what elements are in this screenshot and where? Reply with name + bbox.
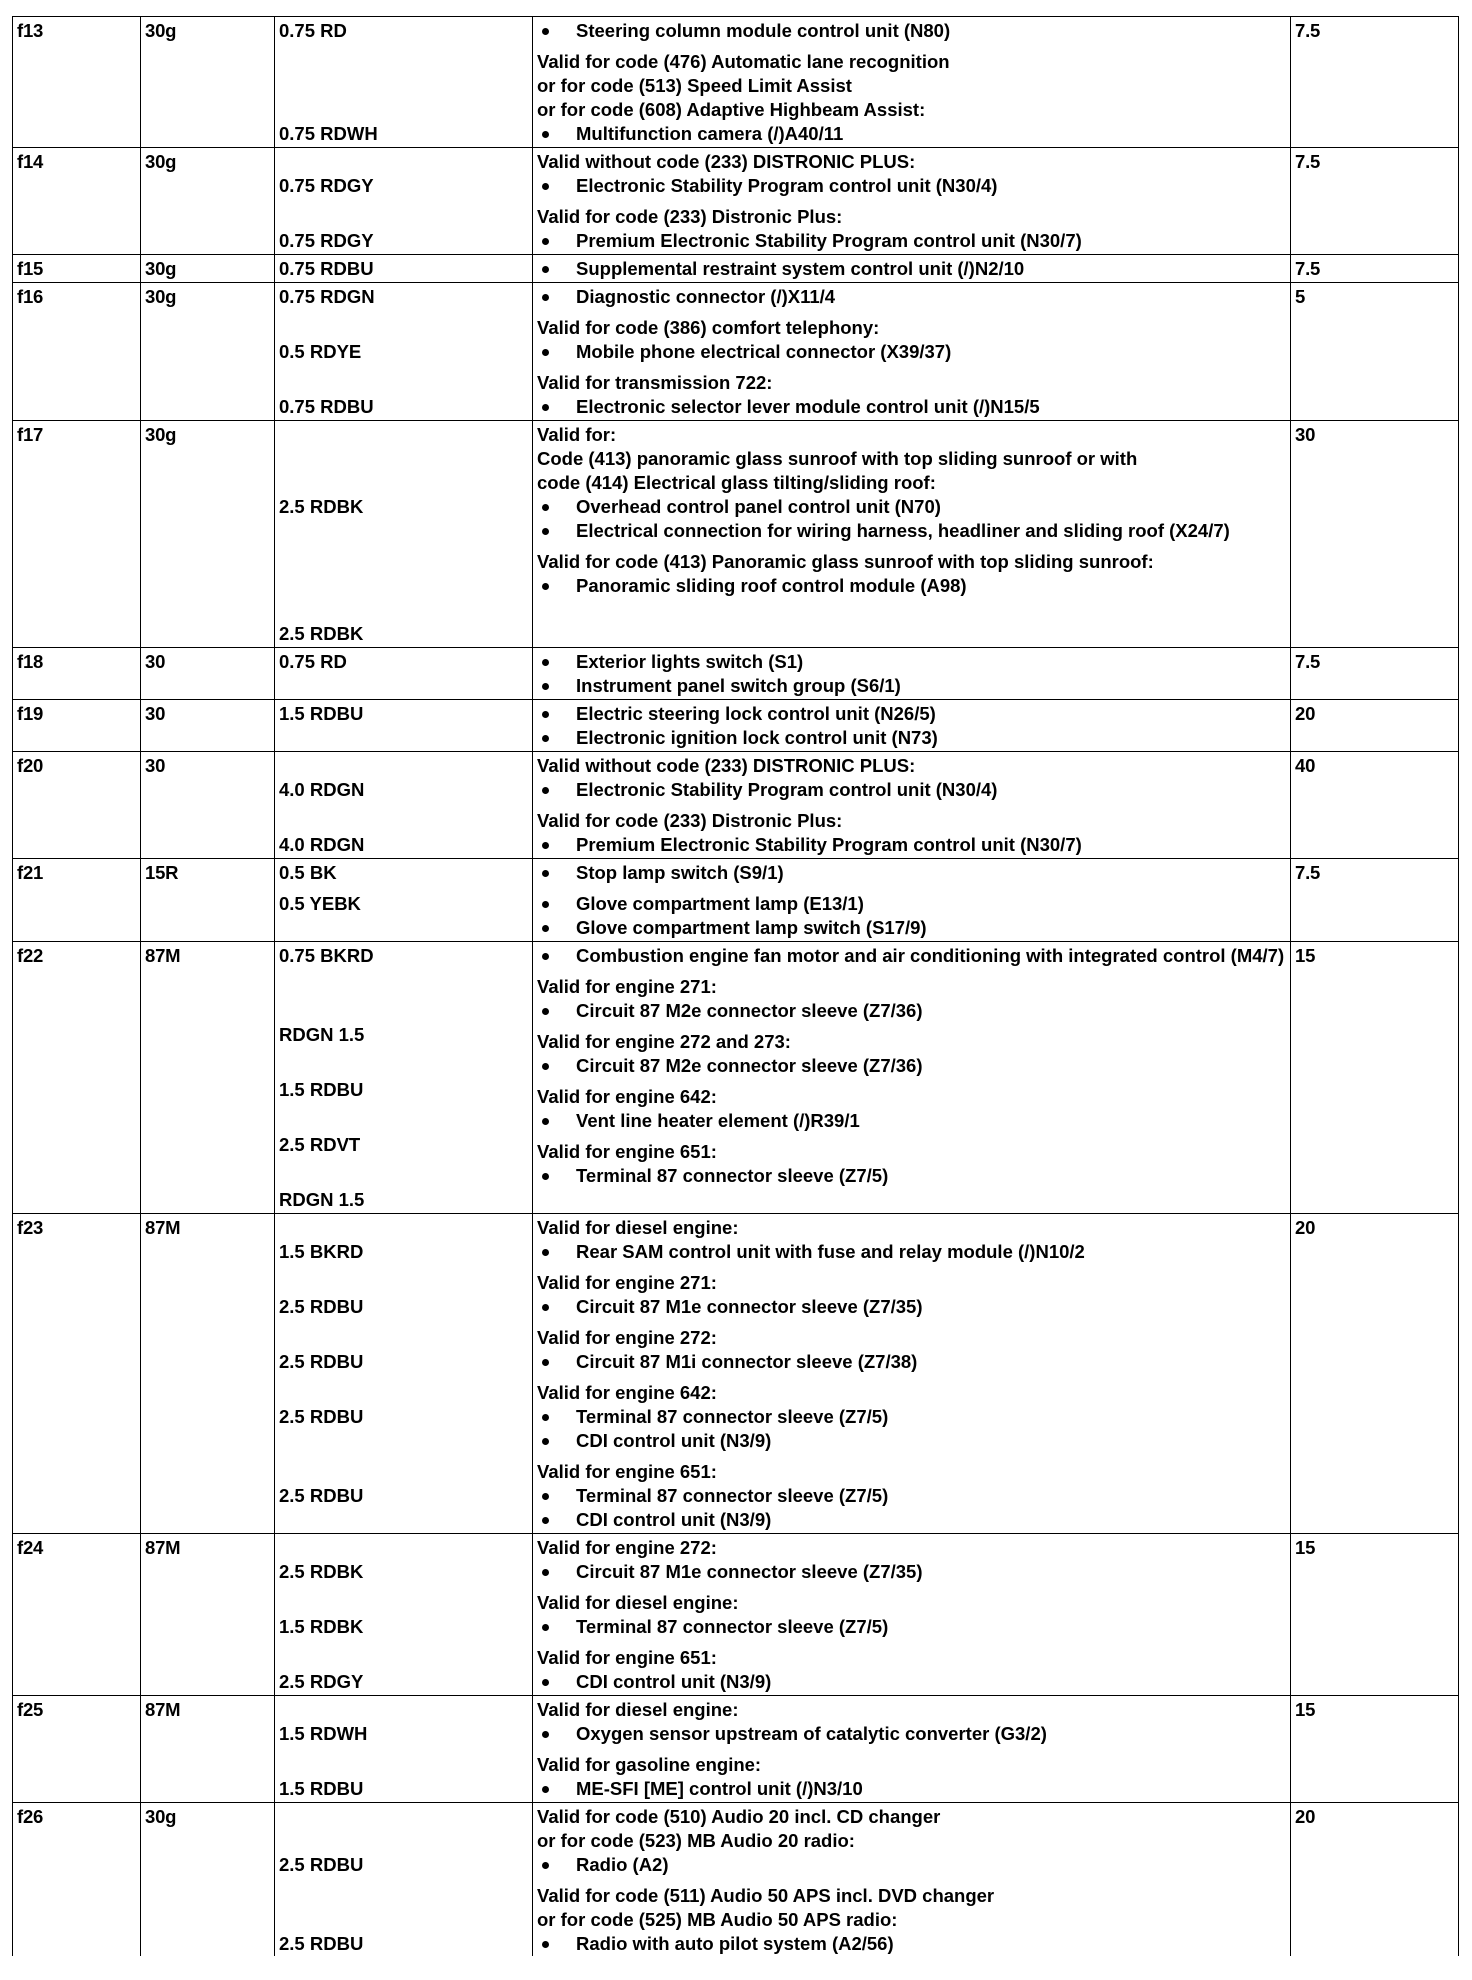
validity-condition: Valid for engine 272:	[537, 1537, 717, 1558]
fuse-row-f17	[13, 421, 1459, 648]
bullet-icon	[542, 1493, 549, 1500]
amperage: 5	[1291, 283, 1459, 421]
wire-spacer	[279, 1584, 527, 1615]
consumer-label: Mobile phone electrical connector (X39/37)	[576, 341, 952, 362]
fuse-row-f14	[13, 148, 1459, 255]
consumer-item	[537, 778, 1285, 802]
bullet-icon	[542, 1118, 549, 1125]
terminal: 87M	[141, 942, 275, 1214]
consumer-item	[537, 1932, 1285, 1956]
consumers	[533, 1803, 1291, 1957]
wire-spec: 2.5 RDBU	[279, 1296, 364, 1317]
bullet-icon	[542, 238, 549, 245]
wire-spec: 0.75 RDBU	[279, 258, 374, 279]
bullet-icon	[542, 266, 549, 273]
consumer-label: Glove compartment lamp (E13/1)	[576, 893, 864, 914]
amperage: 20	[1291, 1214, 1459, 1534]
validity-condition: or for code (523) MB Audio 20 radio:	[537, 1830, 855, 1851]
consumer-item	[537, 1670, 1285, 1694]
consumers	[533, 148, 1291, 255]
consumer-item	[537, 395, 1285, 419]
consumers	[533, 17, 1291, 148]
terminal: 30	[141, 648, 275, 700]
validity-condition: Valid for engine 272 and 273:	[537, 1031, 791, 1052]
validity-condition: Valid for diesel engine:	[537, 1217, 739, 1238]
consumer-label: Supplemental restraint system control unit (/)N2/10	[576, 258, 1025, 279]
consumer-label: Steering column module control unit (N80)	[576, 20, 951, 41]
bullet-icon	[542, 1359, 549, 1366]
consumer-item	[537, 1295, 1285, 1319]
wire-spec: 1.5 RDBU	[279, 703, 364, 724]
wire-spacer	[279, 519, 527, 622]
consumer-item	[537, 1853, 1285, 1877]
consumer-item	[537, 1777, 1285, 1801]
wire-spec: 2.5 RDGY	[279, 1671, 364, 1692]
amperage: 7.5	[1291, 255, 1459, 283]
consumer-label: Circuit 87 M2e connector sleeve (Z7/36)	[576, 1055, 923, 1076]
consumers	[533, 942, 1291, 1214]
bullet-icon	[542, 1941, 549, 1948]
validity-condition: Valid for code (510) Audio 20 incl. CD changer	[537, 1806, 941, 1827]
amperage: 40	[1291, 752, 1459, 859]
validity-condition: Valid for diesel engine:	[537, 1699, 739, 1720]
consumer-label: Radio (A2)	[576, 1854, 669, 1875]
bullet-icon	[542, 504, 549, 511]
consumer-label: Vent line heater element (/)R39/1	[576, 1110, 860, 1131]
fuse-number: f26	[13, 1803, 141, 1957]
wire-spec: 0.75 BKRD	[279, 945, 374, 966]
terminal: 30g	[141, 148, 275, 255]
terminal: 87M	[141, 1214, 275, 1534]
consumers	[533, 859, 1291, 942]
wire-spec: 2.5 RDBU	[279, 1351, 364, 1372]
wire-spec: 0.5 YEBK	[279, 893, 361, 914]
amperage: 15	[1291, 1534, 1459, 1696]
bullet-icon	[542, 1438, 549, 1445]
bullet-icon	[542, 131, 549, 138]
fuse-number: f14	[13, 148, 141, 255]
amperage: 7.5	[1291, 148, 1459, 255]
bullet-icon	[542, 528, 549, 535]
wire-spec: 2.5 RDBK	[279, 623, 364, 644]
validity-condition: Valid for code (233) Distronic Plus:	[537, 810, 843, 831]
wire-spacer	[279, 1877, 527, 1932]
consumer-label: Circuit 87 M1e connector sleeve (Z7/35)	[576, 1561, 923, 1582]
terminal: 30g	[141, 283, 275, 421]
wire-spec: 1.5 RDBK	[279, 1616, 364, 1637]
wire-spec: RDGN 1.5	[279, 1024, 365, 1045]
wire-spacer	[279, 1374, 527, 1405]
bullet-icon	[542, 842, 549, 849]
wire-spec: 1.5 RDBU	[279, 1079, 364, 1100]
validity-condition: or for code (513) Speed Limit Assist	[537, 75, 852, 96]
fuse-row-f23	[13, 1214, 1459, 1534]
validity-condition: code (414) Electrical glass tilting/sliding roof:	[537, 472, 936, 493]
validity-condition: Code (413) panoramic glass sunroof with top sliding sunroof or with	[537, 448, 1138, 469]
fuse-number: f23	[13, 1214, 141, 1534]
wire-spec: 0.5 BK	[279, 862, 337, 883]
consumer-item	[537, 229, 1285, 253]
validity-condition: Valid without code (233) DISTRONIC PLUS:	[537, 151, 916, 172]
consumer-item	[537, 1508, 1285, 1532]
fuse-number: f19	[13, 700, 141, 752]
consumer-label: Premium Electronic Stability Program control unit (N30/7)	[576, 834, 1082, 855]
wire-spacer	[279, 885, 527, 892]
bullet-icon	[542, 1569, 549, 1576]
wire-cross-section	[275, 148, 533, 255]
fuse-row-f25	[13, 1696, 1459, 1803]
fuse-allocation-document	[12, 16, 1458, 1956]
consumer-item	[537, 861, 1285, 885]
validity-condition: Valid for code (386) comfort telephony:	[537, 317, 880, 338]
bullet-icon	[542, 870, 549, 877]
amperage: 20	[1291, 1803, 1459, 1957]
bullet-icon	[542, 925, 549, 932]
wire-cross-section	[275, 255, 533, 283]
consumers	[533, 1696, 1291, 1803]
consumer-item	[537, 285, 1285, 309]
wire-cross-section	[275, 859, 533, 942]
bullet-icon	[542, 1304, 549, 1311]
wire-spacer	[279, 309, 527, 340]
consumers	[533, 283, 1291, 421]
wire-spacer	[279, 1429, 527, 1484]
consumers	[533, 255, 1291, 283]
wire-spec: RDGN 1.5	[279, 1189, 365, 1210]
wire-cross-section	[275, 17, 533, 148]
validity-condition: Valid for engine 272:	[537, 1327, 717, 1348]
wire-cross-section	[275, 648, 533, 700]
consumer-item	[537, 999, 1285, 1023]
fuse-row-f24	[13, 1534, 1459, 1696]
consumer-item	[537, 1429, 1285, 1453]
wire-spacer	[279, 1157, 527, 1188]
fuse-allocation-table	[12, 16, 1459, 1956]
bullet-icon	[542, 349, 549, 356]
consumer-item	[537, 833, 1285, 857]
validity-condition: Valid for engine 651:	[537, 1461, 717, 1482]
consumer-label: Electric steering lock control unit (N26/5)	[576, 703, 936, 724]
fuse-number: f13	[13, 17, 141, 148]
wire-spacer	[279, 1216, 527, 1240]
bullet-icon	[542, 953, 549, 960]
consumer-item	[537, 574, 1285, 598]
consumer-label: CDI control unit (N3/9)	[576, 1509, 772, 1530]
consumer-label: Multifunction camera (/)A40/11	[576, 123, 844, 144]
wire-spec: 4.0 RDGN	[279, 834, 365, 855]
wire-spec: 2.5 RDBU	[279, 1854, 364, 1875]
wire-cross-section	[275, 752, 533, 859]
wire-spacer	[279, 802, 527, 833]
bullet-icon	[542, 1063, 549, 1070]
terminal: 30g	[141, 255, 275, 283]
consumer-label: Exterior lights switch (S1)	[576, 651, 804, 672]
consumer-label: Circuit 87 M1e connector sleeve (Z7/35)	[576, 1296, 923, 1317]
wire-cross-section	[275, 700, 533, 752]
consumer-label: Terminal 87 connector sleeve (Z7/5)	[576, 1616, 889, 1637]
wire-spec: 1.5 BKRD	[279, 1241, 364, 1262]
consumer-item	[537, 1484, 1285, 1508]
bullet-icon	[542, 735, 549, 742]
terminal: 30g	[141, 17, 275, 148]
consumer-label: Combustion engine fan motor and air conditioning with integrated control (M4/7)	[576, 945, 1285, 966]
validity-condition: Valid for engine 642:	[537, 1382, 717, 1403]
wire-spec: 2.5 RDVT	[279, 1134, 361, 1155]
consumer-item	[537, 1560, 1285, 1584]
validity-condition: or for code (608) Adaptive Highbeam Assist:	[537, 99, 926, 120]
consumer-item	[537, 519, 1285, 543]
wire-spacer	[279, 1746, 527, 1777]
fuse-row-f20	[13, 752, 1459, 859]
validity-condition: Valid for engine 642:	[537, 1086, 717, 1107]
amperage: 7.5	[1291, 859, 1459, 942]
wire-spec: 2.5 RDBU	[279, 1485, 364, 1506]
amperage: 30	[1291, 421, 1459, 648]
bullet-icon	[542, 1731, 549, 1738]
wire-spec: 0.75 RDGY	[279, 230, 374, 251]
fuse-table-body	[13, 17, 1459, 1957]
consumer-item	[537, 1240, 1285, 1264]
bullet-icon	[542, 711, 549, 718]
fuse-row-f13	[13, 17, 1459, 148]
wire-spacer	[279, 150, 527, 174]
consumer-label: Rear SAM control unit with fuse and relay module (/)N10/2	[576, 1241, 1085, 1262]
bullet-icon	[542, 28, 549, 35]
bullet-icon	[542, 1249, 549, 1256]
consumer-item	[537, 1615, 1285, 1639]
fuse-number: f21	[13, 859, 141, 942]
wire-spacer	[279, 1536, 527, 1560]
consumer-label: CDI control unit (N3/9)	[576, 1430, 772, 1451]
validity-condition: Valid for code (233) Distronic Plus:	[537, 206, 843, 227]
validity-condition: Valid for gasoline engine:	[537, 1754, 762, 1775]
consumer-label: Circuit 87 M2e connector sleeve (Z7/36)	[576, 1000, 923, 1021]
wire-spacer	[279, 198, 527, 229]
consumer-label: Premium Electronic Stability Program control unit (N30/7)	[576, 230, 1082, 251]
wire-spacer	[279, 423, 527, 495]
fuse-number: f16	[13, 283, 141, 421]
consumer-label: Circuit 87 M1i connector sleeve (Z7/38)	[576, 1351, 918, 1372]
consumer-item	[537, 702, 1285, 726]
wire-spacer	[279, 1639, 527, 1670]
consumer-label: Radio with auto pilot system (A2/56)	[576, 1933, 894, 1954]
consumer-item	[537, 495, 1285, 519]
consumer-item	[537, 1054, 1285, 1078]
wire-spec: 2.5 RDBK	[279, 496, 364, 517]
consumer-label: Terminal 87 connector sleeve (Z7/5)	[576, 1485, 889, 1506]
consumers	[533, 1534, 1291, 1696]
fuse-number: f18	[13, 648, 141, 700]
consumer-item	[537, 1405, 1285, 1429]
wire-cross-section	[275, 1534, 533, 1696]
consumer-label: Terminal 87 connector sleeve (Z7/5)	[576, 1165, 889, 1186]
fuse-row-f18	[13, 648, 1459, 700]
validity-condition: or for code (525) MB Audio 50 APS radio:	[537, 1909, 898, 1930]
wire-spec: 1.5 RDBU	[279, 1778, 364, 1799]
bullet-icon	[542, 1517, 549, 1524]
consumer-item	[537, 1164, 1285, 1188]
wire-spacer	[279, 1102, 527, 1133]
amperage: 7.5	[1291, 17, 1459, 148]
amperage: 20	[1291, 700, 1459, 752]
bullet-icon	[542, 404, 549, 411]
wire-spec: 0.75 RDBU	[279, 396, 374, 417]
fuse-row-f15	[13, 255, 1459, 283]
bullet-icon	[542, 294, 549, 301]
terminal: 30	[141, 752, 275, 859]
consumer-label: Diagnostic connector (/)X11/4	[576, 286, 836, 307]
wire-cross-section	[275, 421, 533, 648]
wire-spec: 2.5 RDBK	[279, 1561, 364, 1582]
wire-spec: 0.5 RDYE	[279, 341, 362, 362]
validity-condition: Valid for diesel engine:	[537, 1592, 739, 1613]
validity-condition: Valid for engine 651:	[537, 1647, 717, 1668]
bullet-icon	[542, 1679, 549, 1686]
bullet-icon	[542, 901, 549, 908]
consumer-label: Electronic Stability Program control unit (N30/4)	[576, 779, 998, 800]
fuse-number: f25	[13, 1696, 141, 1803]
consumer-item	[537, 892, 1285, 916]
bullet-icon	[542, 683, 549, 690]
wire-spacer	[279, 1698, 527, 1722]
consumer-label: Electronic selector lever module control unit (/)N15/5	[576, 396, 1040, 417]
fuse-number: f15	[13, 255, 141, 283]
wire-spacer	[279, 754, 527, 778]
validity-condition: Valid for:	[537, 424, 617, 445]
wire-spacer	[279, 1047, 527, 1078]
consumers	[533, 752, 1291, 859]
bullet-icon	[542, 183, 549, 190]
validity-condition: Valid without code (233) DISTRONIC PLUS:	[537, 755, 916, 776]
consumer-item	[537, 674, 1285, 698]
wire-spacer	[279, 43, 527, 122]
consumer-label: ME-SFI [ME] control unit (/)N3/10	[576, 1778, 863, 1799]
wire-cross-section	[275, 1214, 533, 1534]
bullet-icon	[542, 787, 549, 794]
consumer-item	[537, 257, 1285, 281]
wire-spec: 2.5 RDBU	[279, 1406, 364, 1427]
consumer-item	[537, 1109, 1285, 1133]
validity-condition: Valid for engine 271:	[537, 976, 717, 997]
consumer-item	[537, 122, 1285, 146]
bullet-icon	[542, 1624, 549, 1631]
wire-spacer	[279, 1319, 527, 1350]
wire-spacer	[279, 1805, 527, 1853]
wire-spacer	[279, 364, 527, 395]
consumer-label: Stop lamp switch (S9/1)	[576, 862, 784, 883]
wire-spec: 2.5 RDBU	[279, 1933, 364, 1954]
wire-cross-section	[275, 942, 533, 1214]
consumer-item	[537, 1722, 1285, 1746]
amperage: 15	[1291, 1696, 1459, 1803]
validity-condition: Valid for code (413) Panoramic glass sunroof with top sliding sunroof:	[537, 551, 1154, 572]
validity-condition: Valid for transmission 722:	[537, 372, 773, 393]
bullet-icon	[542, 1862, 549, 1869]
wire-spec: 1.5 RDWH	[279, 1723, 368, 1744]
wire-spec: 0.75 RDGY	[279, 175, 374, 196]
fuse-number: f17	[13, 421, 141, 648]
fuse-number: f20	[13, 752, 141, 859]
bullet-icon	[542, 1786, 549, 1793]
consumer-item	[537, 944, 1285, 968]
wire-spacer	[279, 968, 527, 1023]
amperage: 7.5	[1291, 648, 1459, 700]
wire-spec: 0.75 RDWH	[279, 123, 378, 144]
consumer-item	[537, 340, 1285, 364]
amperage: 15	[1291, 942, 1459, 1214]
terminal: 15R	[141, 859, 275, 942]
validity-condition: Valid for code (476) Automatic lane recognition	[537, 51, 950, 72]
bullet-icon	[542, 1173, 549, 1180]
consumers	[533, 700, 1291, 752]
validity-condition: Valid for code (511) Audio 50 APS incl. DVD changer	[537, 1885, 995, 1906]
wire-spacer	[279, 1264, 527, 1295]
consumer-label: Electronic Stability Program control unit (N30/4)	[576, 175, 998, 196]
fuse-row-f22	[13, 942, 1459, 1214]
consumer-label: Terminal 87 connector sleeve (Z7/5)	[576, 1406, 889, 1427]
consumer-item	[537, 726, 1285, 750]
consumer-label: Panoramic sliding roof control module (A98)	[576, 575, 967, 596]
consumer-label: Oxygen sensor upstream of catalytic converter (G3/2)	[576, 1723, 1047, 1744]
consumer-label: CDI control unit (N3/9)	[576, 1671, 772, 1692]
consumer-label: Instrument panel switch group (S6/1)	[576, 675, 901, 696]
bullet-icon	[542, 583, 549, 590]
terminal: 87M	[141, 1696, 275, 1803]
consumers	[533, 648, 1291, 700]
consumer-label: Glove compartment lamp switch (S17/9)	[576, 917, 927, 938]
consumer-label: Overhead control panel control unit (N70)	[576, 496, 941, 517]
bullet-icon	[542, 659, 549, 666]
fuse-row-f19	[13, 700, 1459, 752]
consumer-item	[537, 650, 1285, 674]
wire-spec: 0.75 RD	[279, 651, 347, 672]
fuse-number: f24	[13, 1534, 141, 1696]
bullet-icon	[542, 1008, 549, 1015]
consumer-label: Electronic ignition lock control unit (N73)	[576, 727, 938, 748]
empty-line	[537, 598, 1285, 622]
fuse-row-f16	[13, 283, 1459, 421]
wire-cross-section	[275, 283, 533, 421]
fuse-number: f22	[13, 942, 141, 1214]
consumer-label: Electrical connection for wiring harness, headliner and sliding roof (X24/7)	[576, 520, 1230, 541]
terminal: 30	[141, 700, 275, 752]
terminal: 30g	[141, 421, 275, 648]
fuse-row-f21	[13, 859, 1459, 942]
wire-spec: 0.75 RD	[279, 20, 347, 41]
consumer-item	[537, 916, 1285, 940]
validity-condition: Valid for engine 651:	[537, 1141, 717, 1162]
consumers	[533, 421, 1291, 648]
consumer-item	[537, 174, 1285, 198]
consumers	[533, 1214, 1291, 1534]
terminal: 30g	[141, 1803, 275, 1957]
wire-cross-section	[275, 1803, 533, 1957]
consumer-item	[537, 19, 1285, 43]
consumer-item	[537, 1350, 1285, 1374]
bullet-icon	[542, 1414, 549, 1421]
wire-spec: 0.75 RDGN	[279, 286, 375, 307]
wire-spec: 4.0 RDGN	[279, 779, 365, 800]
validity-condition: Valid for engine 271:	[537, 1272, 717, 1293]
wire-cross-section	[275, 1696, 533, 1803]
terminal: 87M	[141, 1534, 275, 1696]
fuse-row-f26	[13, 1803, 1459, 1957]
